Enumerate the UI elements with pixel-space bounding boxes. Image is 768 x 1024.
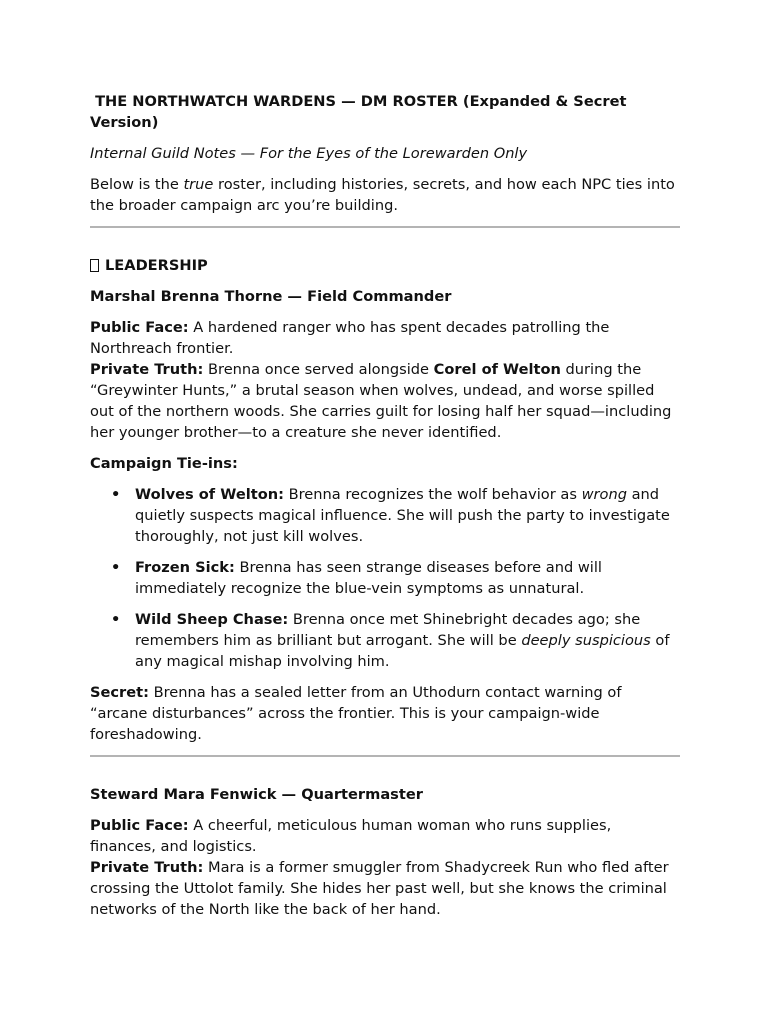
list-item: [111, 609, 680, 672]
public-face-text: A hardened ranger who has spent decades patrolling the Northreach frontier.: [90, 319, 610, 357]
public-face-text: A cheerful, meticulous human woman who runs supplies, finances, and logistics.: [90, 817, 612, 855]
bullet-icon: •: [111, 611, 121, 628]
bullet-icon: •: [111, 486, 121, 503]
section-heading-text: LEADERSHIP: [105, 257, 208, 274]
private-truth-text: Mara is a former smuggler from Shadycreek Run who fled after crossing the Uttolot family. She hides her past well, but she knows the criminal networks of the North like the back of her hand.: [90, 859, 669, 918]
private-truth-bold: Corel of Welton: [433, 361, 561, 378]
tiein-label: Frozen Sick:: [135, 559, 235, 576]
list-item: [111, 484, 680, 547]
section-heading-leadership: [90, 255, 680, 276]
tiein-text-2: of any magical mishap involving him.: [135, 632, 670, 670]
document-content: [90, 91, 680, 920]
public-face-paragraph: [90, 317, 680, 359]
private-truth-paragraph: [90, 359, 680, 443]
intro-text-before: Below is the: [90, 176, 184, 193]
tiein-text-2: and quietly suspects magical influence. She will push the party to investigate thoroughly, not just kill wolves.: [135, 486, 670, 545]
public-face-paragraph: [90, 815, 680, 857]
tiein-emphasis: deeply suspicious: [521, 632, 651, 649]
bullet-icon: •: [111, 559, 121, 576]
private-truth-label: Private Truth:: [90, 361, 204, 378]
tiein-label: Wild Sheep Chase:: [135, 611, 289, 628]
private-truth-paragraph: [90, 857, 680, 920]
intro-emphasis: true: [183, 176, 214, 193]
private-truth-text: Brenna once served alongside: [203, 361, 434, 378]
tieins-list: [90, 484, 680, 672]
missing-glyph-icon: [90, 259, 99, 272]
tiein-text: Brenna recognizes the wolf behavior as: [283, 486, 582, 503]
document-title: [90, 91, 680, 133]
intro-paragraph: [90, 174, 680, 216]
npc-heading-brenna: Marshal Brenna Thorne — Field Commander: [90, 288, 452, 305]
section-divider: [90, 755, 680, 757]
secret-text: Brenna has a sealed letter from an Uthodurn contact warning of “arcane disturbances” across the frontier. This is your campaign-wide foreshadowing.: [90, 684, 622, 743]
tiein-text: Brenna has seen strange diseases before and will immediately recognize the blue-vein symptoms as unnatural.: [135, 559, 602, 597]
public-face-label: Public Face:: [90, 319, 189, 336]
tiein-text: Brenna once met Shinebright decades ago; she remembers him as brilliant but arrogant. She will be: [135, 611, 641, 649]
tiein-emphasis: wrong: [581, 486, 627, 503]
npc-heading-mara: Steward Mara Fenwick — Quartermaster: [90, 786, 423, 803]
campaign-tieins-heading: [90, 453, 680, 474]
tiein-label: Wolves of Welton:: [135, 486, 284, 503]
public-face-label: Public Face:: [90, 817, 189, 834]
campaign-tieins-label: Campaign Tie-ins:: [90, 455, 238, 472]
private-truth-label: Private Truth:: [90, 859, 204, 876]
intro-text-after: roster, including histories, secrets, and how each NPC ties into the broader campaign arc you’re building.: [90, 176, 675, 214]
secret-label: Secret:: [90, 684, 149, 701]
section-divider: [90, 226, 680, 228]
document-subtitle: Internal Guild Notes — For the Eyes of the Lorewarden Only: [90, 145, 528, 162]
document-title-text: THE NORTHWATCH WARDENS — DM ROSTER (Expanded & Secret Version): [90, 93, 627, 131]
secret-paragraph: [90, 682, 680, 745]
list-item: [111, 557, 680, 599]
private-truth-text-2: during the “Greywinter Hunts,” a brutal season when wolves, undead, and worse spilled out of the northern woods. She carries guilt for losing half her squad—including her younger brother—to a creature she never identified.: [90, 361, 672, 441]
